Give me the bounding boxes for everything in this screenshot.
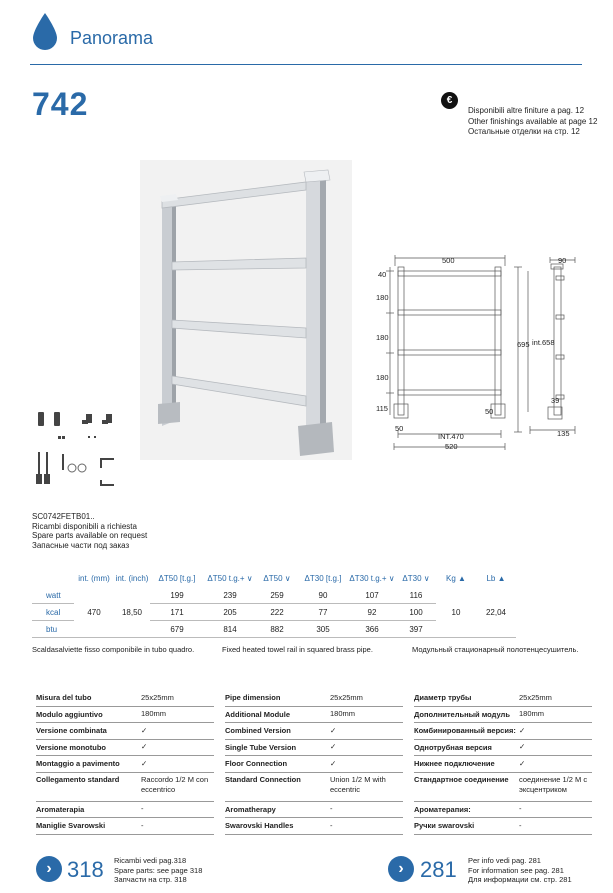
table-cell: 92 [348,604,396,621]
spare-parts-line: Spare parts available on request [32,531,148,540]
dim-spacing-3: 180 [376,373,389,382]
feature-key: Maniglie Svarowski [36,821,106,831]
feature-value: ✓ [519,758,526,768]
footer-left-note [114,856,202,885]
table-cell: 100 [396,604,436,621]
feature-value: ✓ [330,758,337,768]
table-cell: 259 [256,587,298,604]
feature-key: Floor Connection [225,759,288,769]
table-cell: 222 [256,604,298,621]
dim-int-width: INT.470 [438,432,464,441]
dim-spacing-2: 180 [376,333,389,342]
dim-width: 500 [442,256,455,265]
feature-value: ✓ [519,742,526,752]
header-dt30-tgv: ΔT30 t.g.+ ∨ [349,574,395,583]
feature-value: ✓ [330,725,337,735]
feature-key: Additional Module [225,709,290,719]
feature-key: Swarovski Handles [225,821,294,831]
feature-key: Standard Connection [225,774,301,784]
description-it: Scaldasalviette fisso componibile in tubo quadro. [32,645,195,654]
table-row [32,587,516,604]
row-label: kcal [32,604,74,621]
table-cell: 116 [396,587,436,604]
footer-left-line: Spare parts: see page 318 [114,865,203,875]
spare-parts-line: Запасные части под заказ [32,540,130,550]
feature-value: ✓ [519,725,526,735]
int-mm-value: 470 [74,587,114,638]
feature-value: 25x25mm [330,692,363,702]
water-drop-icon [30,12,60,52]
weight-icon: ▲ [497,574,506,583]
next-arrow-icon-left[interactable]: › [36,856,62,882]
table-cell: 77 [298,604,348,621]
feature-value: 25x25mm [519,692,552,702]
dim-side-135: 135 [557,429,570,438]
feature-key: Misura del tubo [36,693,92,703]
header-dt50-tg: ΔT50 [t.g.] [158,574,196,583]
dim-side-39: 39 [551,396,560,405]
footer-right-line: Per info vedi pag. 281 [468,856,541,865]
row-label: btu [32,621,74,638]
next-arrow-icon-right[interactable]: › [388,856,414,882]
feature-key: Modulo aggiuntivo [36,709,103,719]
table-cell: 305 [298,621,348,638]
feature-value: - [519,804,522,814]
spare-parts-image [32,408,122,504]
table-cell: 171 [150,604,204,621]
dim-foot-offset: 50 [395,424,404,433]
model-number: 742 [32,86,89,122]
feature-key: Combined Version [225,726,291,736]
row-label: watt [32,587,74,604]
feature-value: Raccordo 1/2 M con eccentrico [141,774,209,794]
header-dt30-tg: ΔT30 [t.g.] [304,574,342,583]
footer-left-line: Ricambi vedi pag.318 [114,856,187,865]
header-divider [30,64,582,65]
finishings-line: Disponibili altre finiture a pag. 12 [468,106,585,115]
feature-key: Ароматерапия: [414,804,471,814]
table-cell: 90 [298,587,348,604]
feature-key: Диаметр трубы [414,693,472,703]
table-cell: 199 [150,587,204,604]
description-en: Fixed heated towel rail in squared brass pipe. [222,645,373,654]
feature-value: Union 1/2 M with eccentric [330,774,386,794]
spec-table [32,570,516,638]
feature-key: Aromaterapia [36,804,85,814]
dim-depth: 90 [558,256,567,265]
feature-key: Aromatherapy [225,804,276,814]
spare-parts-line: Ricambi disponibili a richiesta [32,521,137,531]
table-cell: 882 [256,621,298,638]
feature-value: соединение 1/2 M с эксцентриком [519,774,588,794]
spare-parts-code: SC0742FETB01.. [32,512,95,521]
weight-icon: ▲ [458,574,466,583]
feature-key: Дополнительный модуль [414,709,510,719]
feature-key: Single Tube Version [225,742,297,752]
header-int-mm: int. (mm) [78,574,110,583]
feature-value: - [141,804,144,814]
feature-key: Montaggio a pavimento [36,759,120,769]
page-link-318[interactable]: 318 [67,857,104,882]
table-cell: 814 [204,621,256,638]
dim-spacing-1: 180 [376,293,389,302]
dim-outer-width: 520 [445,442,458,450]
header-dt50-tgv: ΔT50 t.g.+ ∨ [207,574,253,583]
dim-height-int: int.658 [532,338,555,347]
lb-value: 22,04 [476,587,516,638]
feature-value: 180mm [141,709,167,719]
finishings-line: Остальные отделки на стр. 12 [468,127,580,136]
feature-key: Однотрубная версия [414,742,492,752]
table-cell: 239 [204,587,256,604]
header-lb: Lb ▲ [486,574,506,583]
header-kg: Kg ▲ [446,574,466,583]
feature-value: ✓ [141,758,148,768]
feature-value: 25x25mm [141,692,174,702]
features-it [36,690,214,835]
header-dt30-v: ΔT30 ∨ [402,574,430,583]
feature-value: ✓ [330,742,337,752]
table-cell: 679 [150,621,204,638]
brand-title: Panorama [70,28,154,48]
table-cell: 366 [348,621,396,638]
footer-left-line: Запчасти на стр. 318 [114,875,187,884]
feature-key: Стандартное соединение [414,774,509,784]
page-link-281[interactable]: 281 [420,857,457,882]
header-int-inch: int. (inch) [115,574,149,583]
dim-height: 695 [517,340,530,349]
product-image [140,160,352,460]
int-inch-value: 18,50 [114,587,150,638]
header-dt50-v: ΔT50 ∨ [263,574,291,583]
description-ru: Модульный стационарный полотенцесушитель. [412,645,579,654]
footer-right-line: Для информации см. стр. 281 [468,875,572,884]
dim-bottom: 115 [376,404,388,413]
feature-key: Versione combinata [36,726,107,736]
footer-right-line: For information see pag. 281 [468,865,564,875]
feature-value: - [141,820,144,830]
feature-key: Versione monotubo [36,742,107,752]
finishings-line: Other finishings available at page 12 [468,116,598,126]
feature-key: Pipe dimension [225,693,281,703]
dim-top-gap: 40 [378,270,387,279]
euro-icon: € [441,92,458,109]
feature-value: 180mm [519,709,545,719]
feature-key: Нижнее подключение [414,759,495,769]
technical-drawing [370,252,585,450]
finishings-note [468,106,597,138]
kg-value: 10 [436,587,476,638]
feature-key: Комбинированный версия: [414,726,516,736]
table-cell: 205 [204,604,256,621]
feature-value: ✓ [141,725,148,735]
features-en [225,690,403,835]
feature-value: ✓ [141,742,148,752]
features-ru [414,690,592,835]
dim-foot-right: 50 [485,407,494,416]
table-cell: 107 [348,587,396,604]
feature-key: Ручки swarovski [414,821,475,831]
spare-parts-note [32,512,147,550]
footer-right-note [468,856,572,885]
table-cell: 397 [396,621,436,638]
feature-value: - [519,820,522,830]
feature-key: Collegamento standard [36,774,120,784]
feature-value: 180mm [330,709,356,719]
feature-value: - [330,820,333,830]
feature-value: - [330,804,333,814]
